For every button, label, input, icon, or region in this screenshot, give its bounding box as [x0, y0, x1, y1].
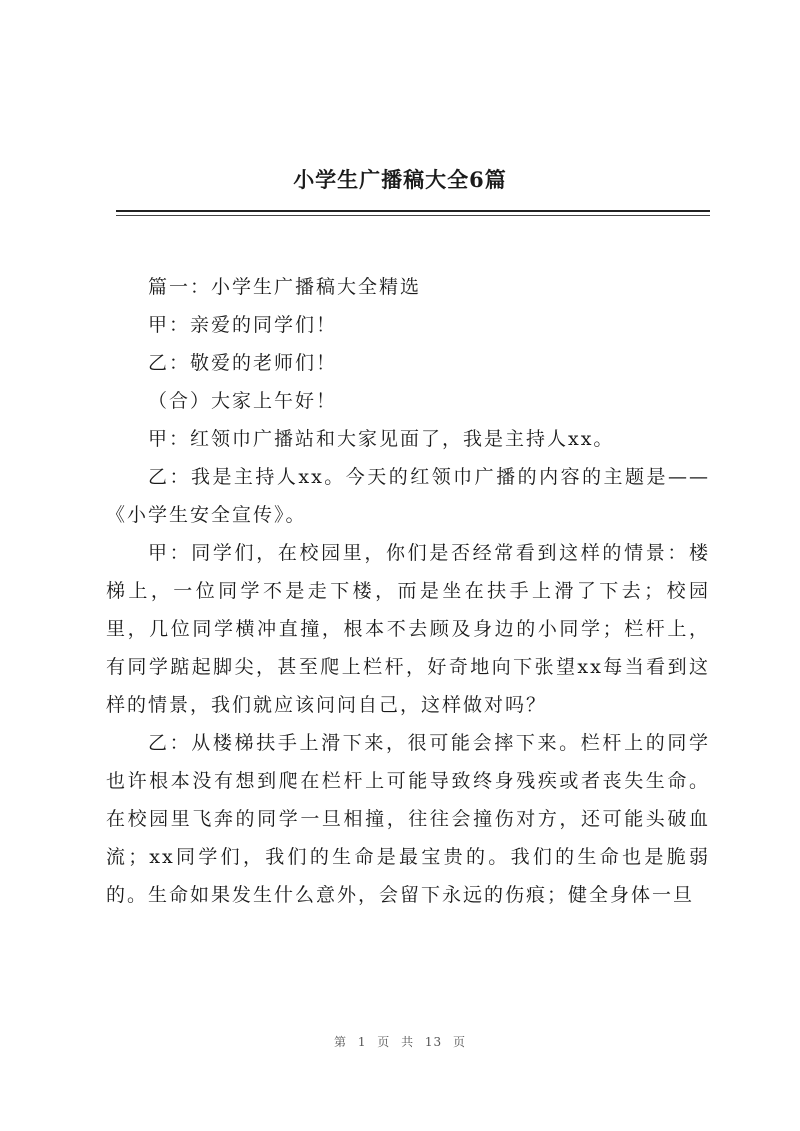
page-number-footer: 第 1 页 共 13 页	[334, 1035, 466, 1049]
paragraph-line: 乙：我是主持人xx。今天的红领巾广播的内容的主题是——《小学生安全宣传》。	[106, 466, 710, 526]
paragraph-section-heading: 篇一：小学生广播稿大全精选	[148, 276, 422, 298]
paragraph-line: （合）大家上午好！	[148, 390, 338, 412]
paragraph-line: 甲：红领巾广播站和大家见面了，我是主持人xx。	[148, 428, 615, 450]
paragraph-line: 甲：亲爱的同学们！	[148, 314, 338, 336]
title-divider	[116, 210, 710, 212]
document-title: 小学生广播稿大全6篇	[293, 167, 507, 192]
title-divider-thin	[116, 215, 710, 216]
paragraph-line: 甲：同学们，在校园里，你们是否经常看到这样的情景：楼梯上，一位同学不是走下楼，而是坐在扶手上滑了下去；校园里，几位同学横冲直撞，根本不去顾及身边的小同学；栏杆上，有同学踮起脚尖，甚至爬上栏杆，好奇地向下张望xx每当看到这样的情景，我们就应该问问自己，这样做对吗？	[106, 542, 710, 716]
paragraph-line: 乙：敬爱的老师们！	[148, 352, 338, 374]
paragraph-line: 乙：从楼梯扶手上滑下来，很可能会摔下来。栏杆上的同学也许根本没有想到爬在栏杆上可能导致终身残疾或者丧失生命。在校园里飞奔的同学一旦相撞，往往会撞伤对方，还可能头破血流；xx同学们，我们的生命是最宝贵的。我们的生命也是脆弱的。生命如果发生什么意外，会留下永远的伤痕；健全身体一旦	[106, 732, 710, 906]
document-body	[106, 268, 710, 914]
